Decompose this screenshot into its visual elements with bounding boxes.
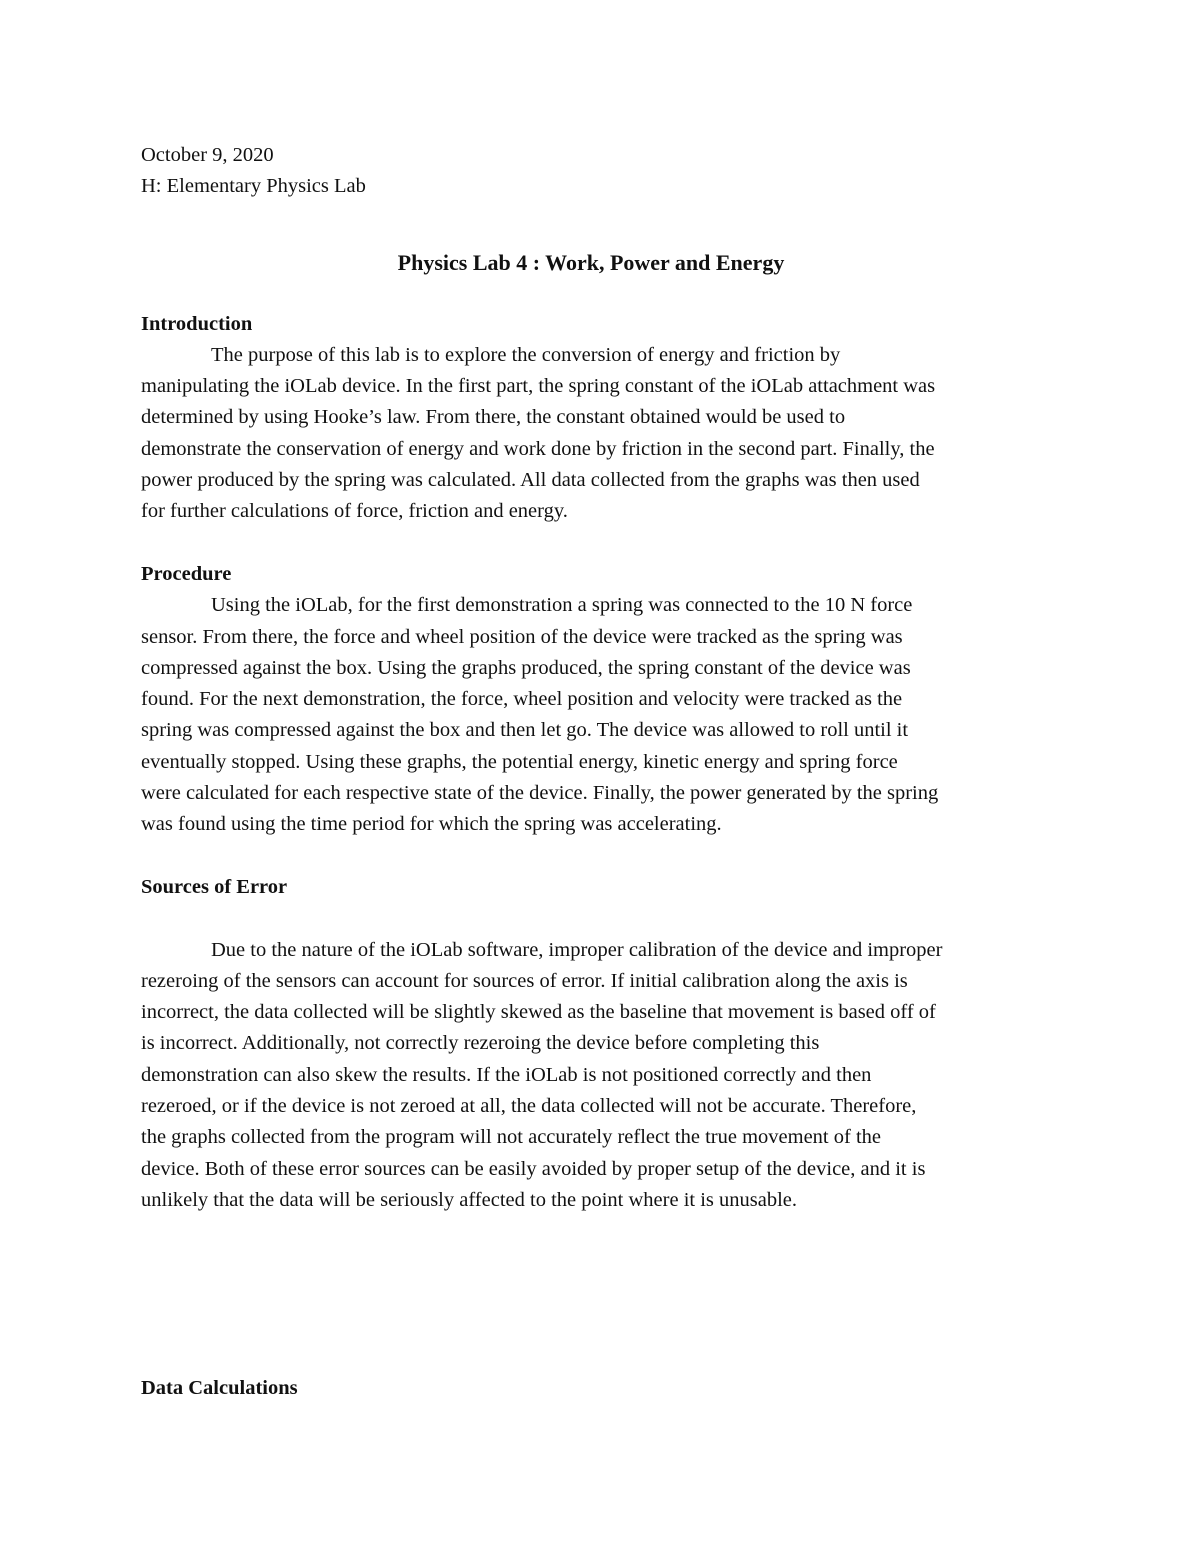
paragraph-line: power produced by the spring was calculated. All data collected from the graphs was then used	[141, 469, 920, 492]
spacer	[141, 528, 1061, 559]
paragraph-line: the graphs collected from the program will not accurately reflect the true movement of the	[141, 1126, 881, 1149]
paragraph-line: sensor. From there, the force and wheel position of the device were tracked as the spring was	[141, 625, 903, 648]
introduction-paragraph	[141, 340, 1061, 528]
spacer	[141, 1310, 1061, 1341]
paragraph-line: Due to the nature of the iOLab software, improper calibration of the device and improper	[211, 938, 943, 961]
paragraph-line: rezeroed, or if the device is not zeroed at all, the data collected will not be accurate. Therefore,	[141, 1095, 917, 1118]
document-page	[141, 140, 1061, 1404]
spacer	[141, 841, 1061, 872]
paragraph-line: for further calculations of force, friction and energy.	[141, 500, 568, 523]
course-name: H: Elementary Physics Lab	[141, 175, 366, 198]
paragraph-line: device. Both of these error sources can be easily avoided by proper setup of the device, and it is	[141, 1157, 926, 1180]
spacer	[141, 1341, 1061, 1372]
paragraph-line: rezeroing of the sensors can account for sources of error. If initial calibration along the axis is	[141, 969, 908, 992]
paragraph-line: demonstration can also skew the results. If the iOLab is not positioned correctly and then	[141, 1063, 872, 1086]
procedure-heading: Procedure	[141, 562, 232, 585]
paragraph-line: compressed against the box. Using the graphs produced, the spring constant of the device was	[141, 656, 911, 679]
spacer	[141, 1279, 1061, 1310]
paragraph-line: Using the iOLab, for the first demonstration a spring was connected to the 10 N force	[211, 594, 913, 617]
paragraph-line: unlikely that the data will be seriously affected to the point where it is unusable.	[141, 1188, 798, 1211]
paragraph-line: determined by using Hooke’s law. From there, the constant obtained would be used to	[141, 406, 846, 429]
paragraph-line: spring was compressed against the box and then let go. The device was allowed to roll until it	[141, 719, 909, 742]
spacer	[141, 903, 1061, 934]
paragraph-line: found. For the next demonstration, the force, wheel position and velocity were tracked as the	[141, 688, 903, 711]
paragraph-line: demonstrate the conservation of energy and work done by friction in the second part. Finally, the	[141, 437, 935, 460]
sources-of-error-heading: Sources of Error	[141, 875, 288, 898]
spacer	[141, 1216, 1061, 1247]
paragraph-line: is incorrect. Additionally, not correctly rezeroing the device before completing this	[141, 1032, 820, 1055]
paragraph-line: was found using the time period for which the spring was accelerating.	[141, 813, 722, 836]
sources-of-error-paragraph	[141, 935, 1061, 1217]
spacer	[141, 1248, 1061, 1279]
paragraph-line: The purpose of this lab is to explore the conversion of energy and friction by	[211, 343, 841, 366]
procedure-paragraph	[141, 590, 1061, 840]
paragraph-line: were calculated for each respective state of the device. Finally, the power generated by the spring	[141, 782, 939, 805]
paragraph-line: manipulating the iOLab device. In the first part, the spring constant of the iOLab attachment was	[141, 375, 936, 398]
introduction-heading: Introduction	[141, 312, 253, 335]
document-date: October 9, 2020	[141, 144, 274, 166]
document-title: Physics Lab 4 : Work, Power and Energy	[397, 249, 785, 275]
data-calculations-heading: Data Calculations	[141, 1376, 298, 1399]
paragraph-line: incorrect, the data collected will be slightly skewed as the baseline that movement is based off of	[141, 1001, 936, 1024]
paragraph-line: eventually stopped. Using these graphs, the potential energy, kinetic energy and spring force	[141, 750, 898, 773]
